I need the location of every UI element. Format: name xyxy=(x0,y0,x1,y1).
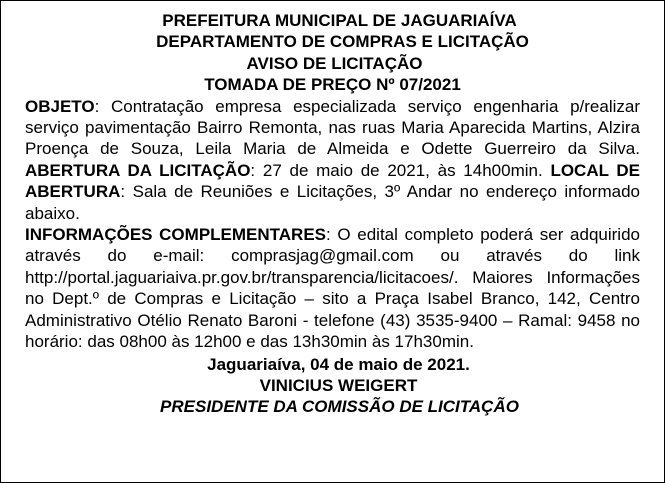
local-text: : Sala de Reuniões e Licitações, 3º Andar no endereço informado abaixo. xyxy=(25,182,640,223)
objeto-label: OBJETO xyxy=(25,96,95,116)
abertura-text: : 27 de maio de 2021, às 14h00min. xyxy=(250,160,551,180)
header-notice-type: AVISO DE LICITAÇÃO xyxy=(246,53,423,73)
info-text: : O edital completo poderá ser adquirido através do e-mail: comprasjag@gmail.com ou através do link http://portal.jaguariaiva.pr.gov.br/transparencia/licitacoes/. Maiores Informações no Dept.º de Compras e Licitação – sito a Praça Isabel Branco, 142, Centro Administrativo Otélio Renato Baroni - telefone (43) 3535-9400 – Ramal: 9458 no horário: das 08h00 às 12h00 e das 13h30min às 17h30min. xyxy=(25,225,640,352)
header-department: DEPARTAMENTO DE COMPRAS E LICITAÇÃO xyxy=(156,32,529,52)
info-label: INFORMAÇÕES COMPLEMENTARES xyxy=(25,225,327,245)
notice-body-info xyxy=(25,224,640,352)
header-tender-number: TOMADA DE PREÇO Nº 07/2021 xyxy=(204,75,461,95)
abertura-label: ABERTURA DA LICITAÇÃO xyxy=(25,160,251,180)
objeto-text: : Contratação empresa especializada serviço engenharia p/realizar serviço pavimentação Bairro Remonta, nas ruas Maria Aparecida Martins, Alzira Proença de Souza, Leila Maria de Almeida e Odette Guerreiro da Silva. xyxy=(25,96,640,159)
signatory-name: VINICIUS WEIGERT xyxy=(259,375,418,395)
header-municipality: PREFEITURA MUNICIPAL DE JAGUARIAÍVA xyxy=(162,11,517,30)
local-label: LOCAL DE ABERTURA xyxy=(25,160,641,202)
signatory-role: PRESIDENTE DA COMISSÃO DE LICITAÇÃO xyxy=(160,397,519,417)
notice-body-objeto xyxy=(25,96,640,224)
place-date: Jaguariaíva, 04 de maio de 2021. xyxy=(207,354,470,374)
